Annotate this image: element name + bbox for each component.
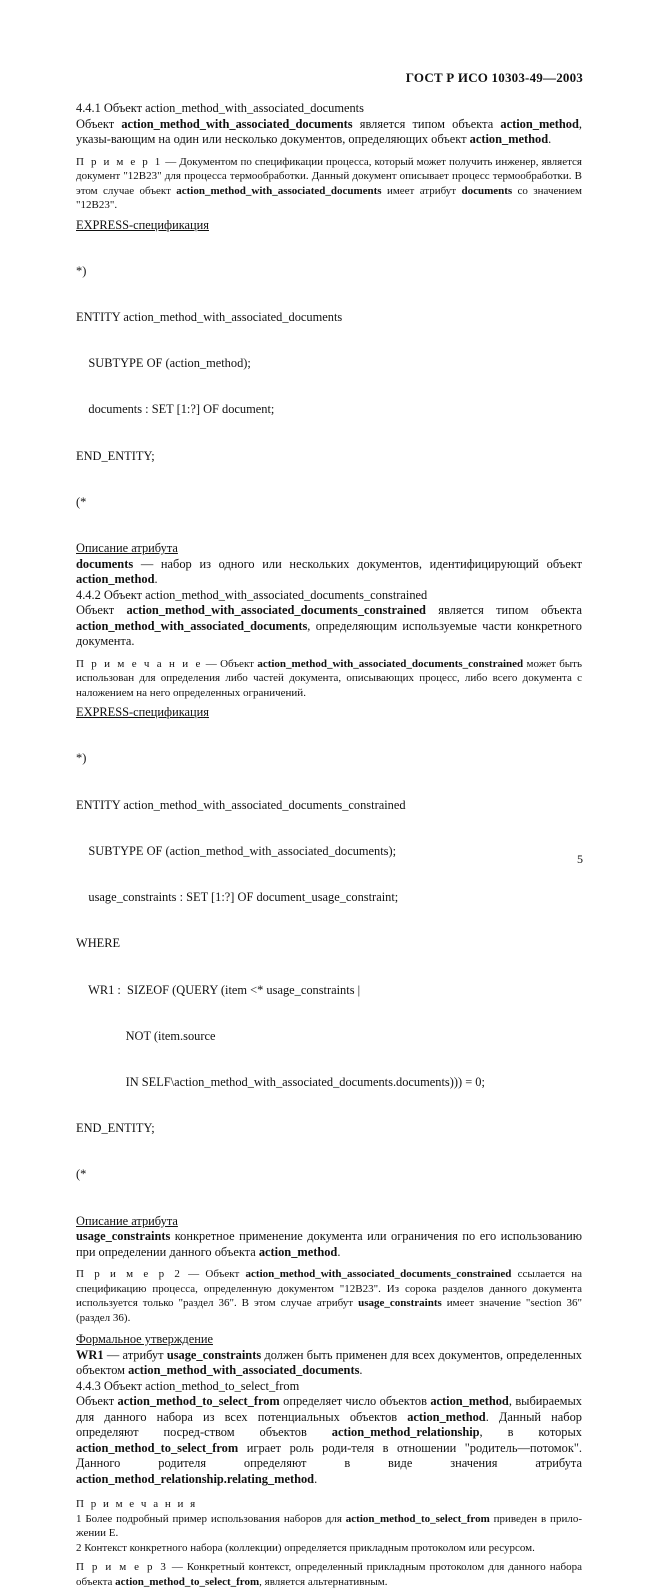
paragraph-4-4-3: Объект action_method_to_select_from определяет число объектов action_method, выбираемых для данного набора из всех потенциальных объектов action_method. Данный набор определяют посред-ством объектов action_method_relationship, в которых action_method_to_select_from играет роль роди-теля в отношении "родитель—потомок". Данного родителя определяют в виде значения атрибута action_method_relationship.relating_method. bbox=[76, 1394, 582, 1486]
paragraph-4-4-1: Объект action_method_with_associated_documents является типом объекта action_method, указы-вающим на один или несколько документов, определяющих объект action_method. bbox=[76, 116, 582, 146]
note-1: 1 Более подробный пример использования наборов для action_method_to_select_from приведен в прило-жении E. bbox=[76, 1512, 582, 1540]
formal-statement-label: Формальное утверждение bbox=[76, 1332, 213, 1347]
section-heading-4-4-2: 4.4.2 Объект action_method_with_associated_documents_constrained bbox=[76, 587, 428, 602]
attribute-description-label: Описание атрибута bbox=[76, 1213, 178, 1228]
express-code-block: *) ENTITY action_method_with_associated_documents_constrained SUBTYPE OF (action_method_with_associated_documents); usage_constraints : SET [1:?] OF document_usage_constraint; WHERE WR1 : SIZEOF (QUERY (item <* usage_constraints | NOT (item.source IN SELF\action_method_with_associated_documents.documents))) = 0; END_ENTITY; (* bbox=[76, 751, 485, 1182]
attribute-description: usage_constraints конкретное применение документа или ограничения по его использованию при определении данного объекта action_method. bbox=[76, 1229, 582, 1259]
section-heading-4-4-3: 4.4.3 Объект action_method_to_select_from bbox=[76, 1378, 300, 1393]
section-heading-4-4-1: 4.4.1 Объект action_method_with_associated_documents bbox=[76, 101, 364, 115]
express-spec-label: EXPRESS-спецификация bbox=[76, 217, 209, 232]
formal-statement: WR1 — атрибут usage_constraints должен быть применен для всех документов, определенных объектом action_method_with_associated_documents. bbox=[76, 1347, 582, 1378]
example-3: П р и м е р 3 — Конкретный контекст, определенный прикладным протоколом для данного набора объекта action_method_to_select_from, является альтернативным. bbox=[76, 1561, 582, 1588]
express-code-block: *) ENTITY action_method_with_associated_documents SUBTYPE OF (action_method); documents : SET [1:?] OF document; END_ENTITY; (* bbox=[76, 263, 343, 509]
example-1: П р и м е р 1 — Документом по спецификации процесса, который может получить инженер, является документ "12B23" для процесса термообработки. Данный документ описывает процесс термообработки. В этом случае объект action_method_with_associated_documents имеет атрибут documents со значением "12B23". bbox=[76, 155, 582, 211]
note: П р и м е ч а н и е — Объект action_method_with_associated_documents_constrained может быть использован для определения либо частей документа, описывающих процесс, либо всего документа с наложением на него определенных ограничений. bbox=[76, 657, 582, 699]
attribute-description-label: Описание атрибута bbox=[76, 541, 178, 556]
note-2: 2 Контекст конкретного набора (коллекции) определяется прикладным протоколом или ресурсом. bbox=[76, 1541, 535, 1554]
express-spec-label: EXPRESS-спецификация bbox=[76, 705, 209, 720]
page-content bbox=[76, 101, 582, 1589]
notes-label: П р и м е ч а н и я bbox=[76, 1498, 198, 1511]
paragraph-4-4-2: Объект action_method_with_associated_documents_constrained является типом объекта action_method_with_associated_documents, определяющим используемые части конкретного документа. bbox=[76, 603, 582, 649]
attribute-description: documents — набор из одного или нескольких документов, идентифицирующий объект action_method. bbox=[76, 556, 582, 587]
example-2: П р и м е р 2 — Объект action_method_with_associated_documents_constrained ссылается на спецификацию процесса, определенную документом "12B23". Из сорока разделов данного документа используется только "раздел 36". В этом случае атрибут usage_constraints имеет значение "section 36" (раздел 36). bbox=[76, 1268, 583, 1324]
document-header: ГОСТ Р ИСО 10303-49—2003 bbox=[405, 70, 583, 85]
page-number: 5 bbox=[577, 852, 583, 866]
